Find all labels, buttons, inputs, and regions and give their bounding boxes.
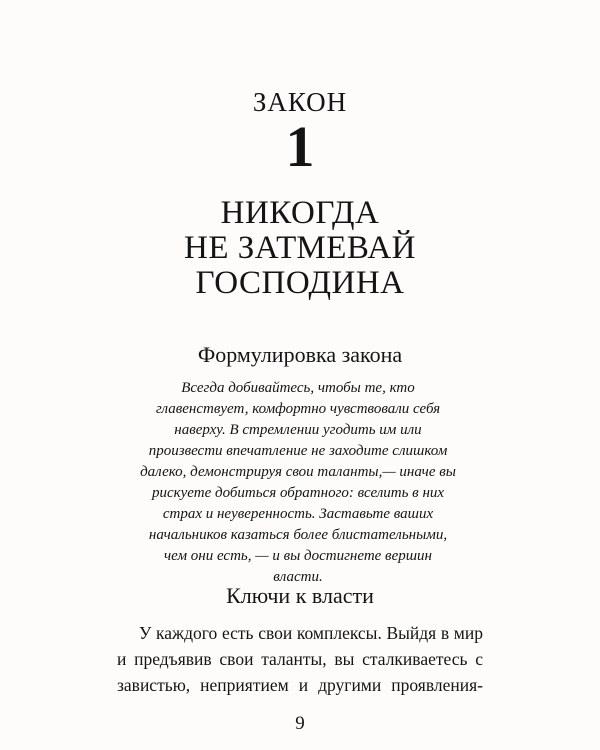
statement-line: далеко, демонстрируя свои таланты,— иначе вы	[140, 464, 456, 480]
statement-line: произвести впечатление не заходите слишком	[148, 443, 448, 459]
law-statement	[128, 378, 468, 588]
law-title-line: ГОСПОДИНА	[195, 265, 405, 301]
statement-line: власти.	[273, 569, 323, 585]
law-number: 1	[285, 114, 315, 179]
body-line: завистью, неприятием и другими проявления-	[117, 675, 483, 695]
law-title-line: НИКОГДА	[220, 195, 380, 231]
body-line: У каждого есть свои комплексы. Выйдя в мир	[139, 623, 483, 643]
statement-line: наверху. В стремлении угодить им или	[174, 422, 422, 438]
law-label: ЗАКОН	[252, 87, 348, 117]
page-number: 9	[295, 713, 305, 734]
statement-line: страх и неуверенность. Заставьте ваших	[162, 506, 434, 522]
statement-line: чем они есть, — и вы достигнете вершин	[164, 548, 432, 564]
keys-body-text	[117, 620, 483, 698]
statement-line: рискуете добиться обратного: вселить в них	[151, 485, 445, 501]
law-title-line: НЕ ЗАТМЕВАЙ	[183, 230, 417, 266]
law-title	[0, 196, 600, 301]
statement-line: главенствует, комфортно чувствовали себя	[155, 401, 441, 417]
keys-heading: Ключи к власти	[226, 583, 374, 608]
statement-line: начальников казаться более блистательными,	[148, 527, 448, 543]
body-line: и предъявив свои таланты, вы сталкиваетесь с	[117, 649, 483, 669]
statement-heading: Формулировка закона	[197, 342, 403, 367]
statement-line: Всегда добивайтесь, чтобы те, кто	[181, 380, 415, 396]
